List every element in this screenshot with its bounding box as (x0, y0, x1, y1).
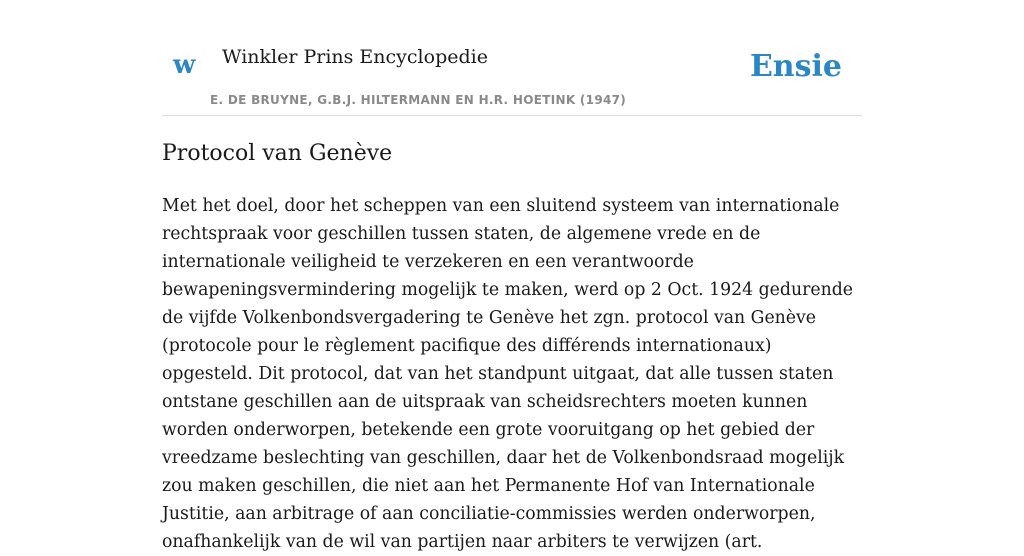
ensie-logo[interactable]: Ensie (749, 49, 842, 84)
article-body: Met het doel, door het scheppen van een sluitend systeem van internationale rechtspraak voor geschillen tussen staten, de algemene vrede en de internationale veiligheid te verzekeren en een verantwoorde bewapeningsvermindering mogelijk te maken, werd op 2 Oct. 1924 gedurende de vijfde Volkenbondsvergadering te Genève het zgn. protocol van Genève (protocole pour le règlement pacifique des différends internationaux) opgesteld. Dit protocol, dat van het standpunt uitgaat, dat alle tussen staten ontstane geschillen aan de uitspraak van scheidsrechters moeten kunnen worden onderworpen, betekende een grote vooruitgang op het gebied der vreedzame beslechting van geschillen, daar het de Volkenbondsraad mogelijk zou maken geschillen, die niet aan het Permanente Hof van Internationale Justitie, aan arbitrage of aan conciliatie-commissies werden onderworpen, onafhankelijk van de wil van partijen naar arbiters te verwijzen (art. (162, 196, 853, 552)
source-title[interactable]: Winkler Prins Encyclopedie (222, 46, 488, 68)
source-header (162, 0, 862, 116)
article-title: Protocol van Genève (162, 141, 393, 166)
source-authors: E. DE BRUYNE, G.B.J. HILTERMANN EN H.R. HOETINK (1947) (210, 93, 627, 107)
winkler-prins-logo[interactable]: w (173, 50, 196, 80)
